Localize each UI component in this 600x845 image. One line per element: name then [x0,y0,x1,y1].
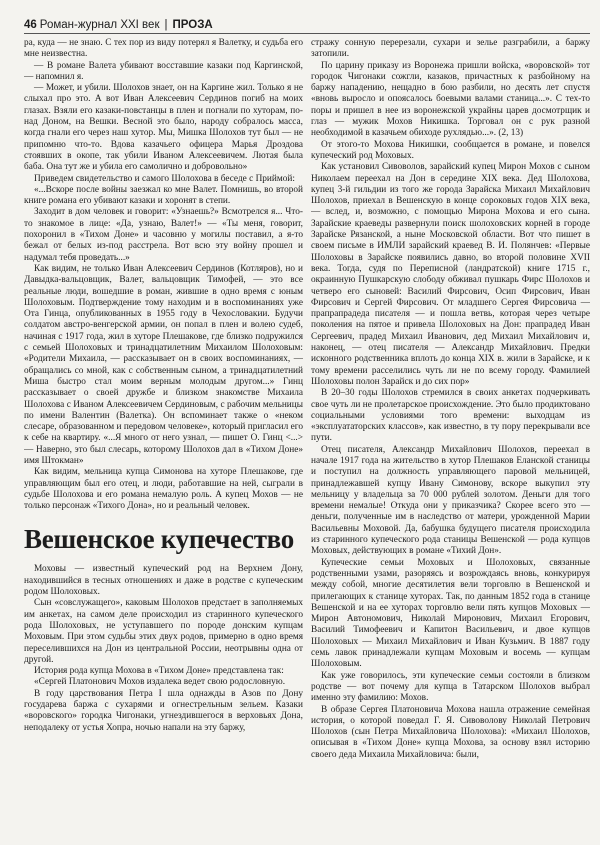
paragraph: Приведем свидетельство и самого Шолохова в беседе с Приймой: [34,173,295,184]
paragraph: От этого-то Мохова Никишки, сообщается в романе, и повелся купеческий род Моховых. [311,139,590,161]
chapter-title: Вешенское купечество [24,524,294,555]
paragraph: Заходит в дом человек и говорит: «Узнаешь?» Всмотрелся я... Что-то знакомое в лице: «Да, узнаю, Валет!» — «Ты меня, говорит, похоронил в «Тихом Доне» и часовню у могилы поставил, а я-то бежал от белых из-под расстрела. Вот всю эту войну прошел и надумал тебя проведать...» [24,207,303,263]
paragraph: По царину приказу из Воронежа пришли войска, «воровской» тот городок Чигонаки сожгли, казаков, причастных к разбойному на баржу нападению, нещадно в бою разбили, но десять лет спустя «вновь выросло и опоясалось боевыми валами станица...». С тех-то поры и пришел в нее из воронежской укрaйны царев досмотрщик и глаз — мужик Мохов Никишка. Торговал он с рук разной необходимой в казачьем обиходе рухлядью...». (2, 13) [311,60,590,139]
paragraph: Как видим, не только Иван Алексеевич Сердинов (Котляров), но и Давыдка-вальцовщик, Валет, вальцовщик Тимофей, — это все реальные люди, вошедшие в роман, жившие в одно время с юным Шолоховым. Подтверждение тому находим и в воспоминаниях уже Ота Гинца, опубликованных в 1955 году в Чехословакии. Будучи солдатом австро-венгерской армии, он попал в плен и волею судеб, начиная с 1917 года, жил в хуторе Плешакове, где близко подружился с семьей Шолоховых и тринадцатилетним Михаилом Шолоховым: «Родители Михаила, — рассказывает он в своих воспоминаниях, — обращались со мной, как с собственным сыном, а тринадцатилетний Миша быстро стал моим верным молодым другом...» Гинц рассказывает о своей дружбе и близком знакомстве Михаила Шолохова с Иваном Алексеевичем Сердиновым, с рабочим мельницы по имени Валентин (Валетка). Он вспоминает также о «неком слесаре, образованном и передовом человеке», который пригласил его к себе на квартиру. «...Я много от него узнал, — пишет О. Гинц <...> — Наверно, это был слесарь, которому Шолохов дал в «Тихом Доне» имя Штокман» [24,263,303,466]
paragraph: Как установил Сивоволов, зарайский купец Мирон Мохов с сыном Николаем переехал на Дон в середине XIX века. Дед Шолохова, купец 3-й гильдии из того же города Зарайска Михаил Михайлович Шолохов, приехал в Вешенскую в конце сороковых годов XIX века, — вслед, и, возможно, с помощью Мирона Мохова и его сына. Зарайские краеведы развернули поиск шолоховских корней в городе Зарайске Рязанской, а ныне Московской области. Вот что пишет в своем письме в ИМЛИ зарайский краевед В. И. Полянчев: «Первые Шолоховы в Зарайске появились давно, во второй половине XVII века. Тогда, судя по Переписной (ландратской) книге 1715 г., окраинную Пушкарскую слободу обживал пушкарь Фирс Шолохов и четверо его сыновей: Василий Фирсович, Осип Фирсович, Иван Фирсович и Сергей Фирсович. От младшего Сергея Фирсовича — прапрапрадеда писателя — и пошла ветвь, которая через четыре поколения на пятое и привела Шолоховых на Дон: прапрадед Иван Сергеевич, прадед Михаил Иванович, дед Михаил Михайлович и, наконец, — отец писателя — Александр Михайлович. Предки исконного родственника вплоть до конца XIX в. жили в Зарайске, и к тому времени расселились чуть ли не по всему городу. Фамилией Шолоховы полон Зарайск и до сих пор» [311,162,590,387]
paragraph: В 20–30 годы Шолохов стремился в своих анкетах подчеркивать свое чуть ли не пролетарское происхождение. Это было продиктовано социальными условиями того времени: выходцам из «эксплуататорских классов», как известно, в ту пору перекрывали все пути. [311,388,590,444]
paragraph: стражу сонную перерезали, сухари и зелье разграбили, а баржу затопили. [311,38,590,60]
page-number: 46 [24,19,37,31]
paragraph: «Сергей Платонович Мохов издалека ведет свою родословную. [34,677,286,688]
paragraph: Отец писателя, Александр Михайлович Шолохов, переехал в начале 1917 года на жительство в хутор Плешаков Еланской станицы и поступил на должность управляющего паровой мельницей, принадлежавшей купцу Ивану Симонову, вскоре выкупил эту мельницу у владельца за 70 000 рублей золотом. Деньги для того времени немалые! Откуда они у приказчика? Скорее всего это — деньги, полученные им в наследство от матери, урожденной Марии Васильевны Моховой. Да, бабушка будущего писателя происходила из старинного купеческого рода станицы Вешенской — рода купцов Моховых, действующих в романе «Тихий Дон». [311,444,590,557]
paragraph: Сын «совслужащего», каковым Шолохов предстает в заполняемых им анкетах, на самом деле происходил из старинного купеческого рода Шолоховых, не уступавшего по породе донским купцам Моховым. При этом судьбы этих двух родов, примерно в одно время переселившихся на Дон из центральной России, неотрывны одна от другой. [24,598,303,665]
paragraph: В году царствования Петра I шла однажды в Азов по Дону государева баржа с сухарями и огнестрельным зельем. Казаки «воровского» городка Чигонаки, угнездившегося в верховьях Дона, неподалеку от устья Хопра, ночью напали на эту баржу, [24,688,303,733]
journal-name: Роман-журнал XXI век [39,19,160,31]
paragraph: «...Вскоре после войны заезжал ко мне Валет. Помнишь, во второй книге романа его убивают казаки и хоронят в степи. [24,184,303,207]
article-body [24,38,590,838]
left-column [24,38,303,838]
right-column [311,38,590,838]
paragraph: — В романе Валета убивают восставшие казаки под Каргинской, — напомнил я. [24,60,303,82]
paragraph: В образе Сергея Платоновича Мохова нашла отражение семейная история, о которой поведал Г. Я. Сивоволову Николай Петрович Шолохов (сын Петра Михайловича Шолохова): «Михаил Шолохов, описывая в «Тихом Доне» купца Мохова, за основу взял историю своего деда Михаила Михайловича: были, [311,704,590,760]
paragraph: Как видим, мельница купца Симонова на хуторе Плешакове, где управляющим был его отец, и люди, работавшие на ней, сыграли в судьбе Шолохова и его романа немалую роль. А купец Мохов — не только персонаж «Тихого Дона», но и реальный человек. [24,467,303,512]
section-name: ПРОЗА [172,19,213,31]
paragraph: Моховы — известный купеческий род на Верхнем Дону, находившийся в тесных отношениях и даже в родстве с купеческим родом Шолоховых. [24,564,303,598]
paragraph: Купеческие семьи Моховых и Шолоховых, связанные родственными узами, разоряясь и возрождаясь вновь, конкурируя между собой, многие десятилетия вели торговлю в Вешенской и прилегающих к станице хуторах. Так, по данным 1852 года в станице Вешенской и на ее хуторах торговлю вели пять купцов Моховых — Мирон Автономович, Николай Миронович, Михаил Егорович, Василий Тимофеевич и Капитон Васильевич, и двое купцов Шолоховых — Михаил Михайлович и Иван Кузьмич. В 1887 году семь лавок принадлежали купцам Моховым и восемь — купцам Шолоховым. [311,557,590,670]
paragraph: ра, куда — не знаю. С тех пор из виду потерял я Валетку, и судьба его мне неизвестна. [24,38,303,60]
paragraph: История рода купца Мохова в «Тихом Доне» представлена так: [34,666,284,677]
page-header [24,17,590,34]
paragraph: — Может, и убили. Шолохов знает, он на Каргине жил. Только я не слыхал про это. А вот Иван Алексеевич Сердинов погиб на моих глазах. Взяли его казаки-повстанцы в плен и погнали по хуторам, по-над Доном, на Вешки. Весной это было, народу собралось масса, когда гнали его через наш хутор. Мы, Мишка Шолохов тут был — не припомню что-то. Вдова казачьего офицера Марья Дроздова стоявших в окопе, так убили Иваном Алексеевичем. Лютая была баба. Она тут же и убила его самолично и добровольно» [24,83,303,173]
header-separator: | [164,19,168,31]
paragraph: Как уже говорилось, эти купеческие семьи состояли в близком родстве — вот почему для купца в Татарском Шолохов выбрал именно эту фамилию: Мохов. [311,670,590,704]
